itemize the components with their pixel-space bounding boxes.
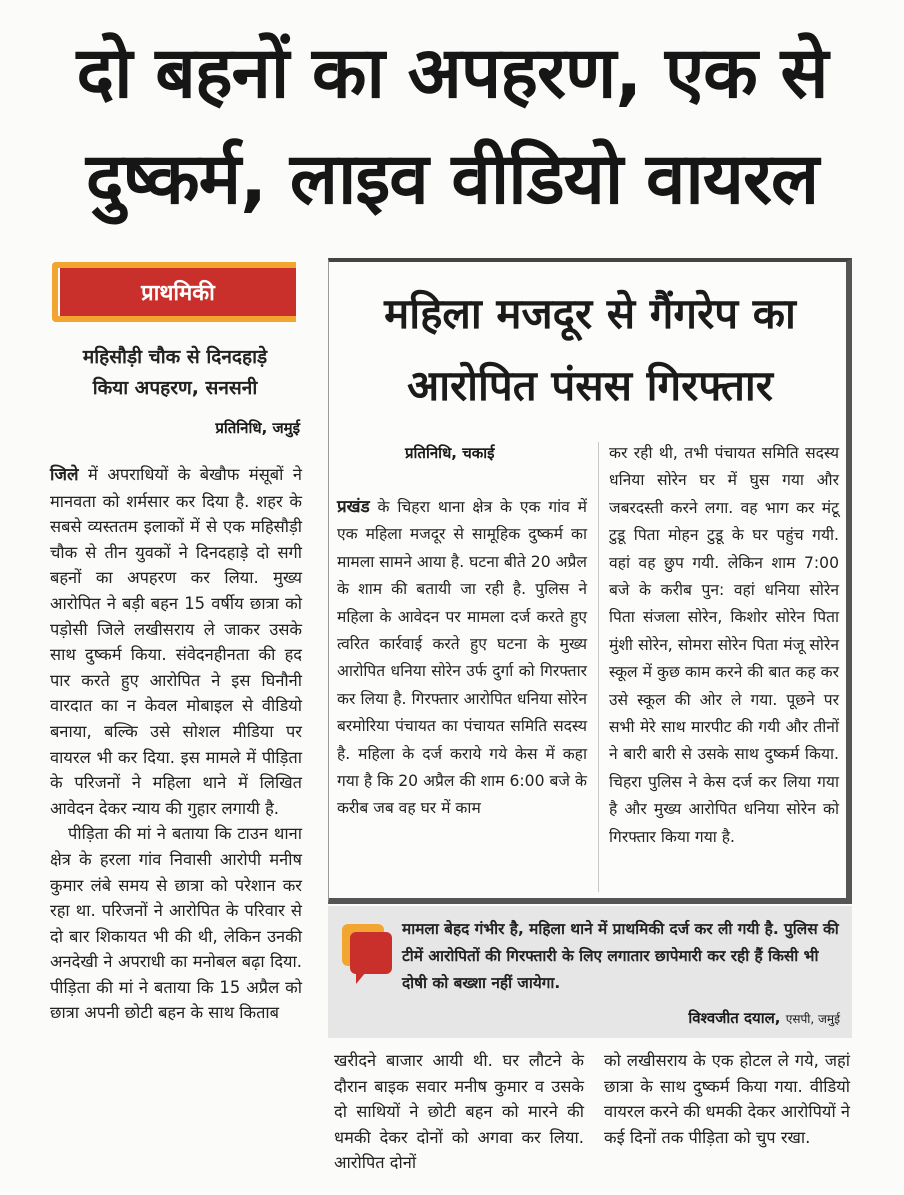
left-story-continuation-1: खरीदने बाजार आयी थी. घर लौटने के दौरान बाइक सवार मनीष कुमार व उसके दो साथियों ने छोटी बहन को मारने की धमकी देकर दोनों को अगवा कर लिया. आरोपित दोनों: [334, 1051, 584, 1173]
left-subheadline-line-2: किया अपहरण, सनसनी: [92, 377, 258, 399]
boxed-story-byline: प्रतिनिधि, चकाई: [405, 444, 495, 462]
boxed-col-1-paragraph: [337, 494, 587, 823]
left-lead-word: जिले: [50, 465, 79, 485]
headline-line-2: दुष्कर्म, लाइव वीडियो वायरल: [85, 137, 819, 220]
boxed-headline-line-1: महिला मजदूर से गैंगरेप का: [384, 289, 796, 338]
boxed-lead-word: प्रखंड: [337, 497, 370, 517]
category-tag: [52, 262, 296, 322]
quote-text: मामला बेहद गंभीर है, महिला थाने में प्राथमिकी दर्ज कर ली गयी है. पुलिस की टीमें आरोपितों की गिरफ्तारी के लिए लगातार छापेमारी कर रही हैं किसी भी दोषी को बख्शा नहीं जायेगा.: [402, 920, 839, 992]
boxed-story-headline: [336, 278, 844, 422]
column-divider: [598, 442, 599, 892]
headline-line-1: दो बहनों का अपहरण, एक से: [76, 31, 828, 114]
left-story-body: [50, 462, 302, 1026]
speech-bubble-icon: [350, 932, 392, 974]
category-tag-label: प्राथमिकी: [60, 268, 296, 316]
left-subheadline: [50, 342, 300, 404]
left-subheadline-line-1: महिसौड़ी चौक से दिनदहाड़े: [82, 346, 268, 368]
quote-author-name: विश्वजीत दयाल,: [688, 1009, 781, 1027]
quote-author: [688, 1008, 840, 1028]
left-para-1-text: में अपराधियों के बेखौफ मंसूबों ने मानवता को शर्मसार कर दिया है. शहर के सबसे व्यस्ततम इलाकों में से एक महिसौड़ी चौक से तीन युवकों ने दिनदहाड़े दो सगी बहनों का अपहरण कर लिया. मुख्य आरोपित ने बड़ी बहन 15 वर्षीय छात्रा को पड़ोसी जिले लखीसराय ले जाकर उसके साथ दुष्कर्म किया. संवेदनहीनता की हद पार करते हुए आरोपित ने इस घिनौनी वारदात का न केवल मोबाइल से वीडियो बनाया, बल्कि उसे सोशल मीडिया पर वायरल भी कर दिया. इस मामले में पीड़िता के परिजनों ने महिला थाने में लिखित आवेदन देकर न्याय की गुहार लगायी है.: [50, 465, 302, 818]
left-story-paragraph: पीड़िता की मां ने बताया कि टाउन थाना क्षेत्र के हरला गांव निवासी आरोपी मनीष कुमार लंबे समय से छात्रा को परेशान कर रहा था. परिजनों ने आरोपित के परिवार से दो बार शिकायत भी की थी, लेकिन उनकी अनदेखी ने अपराधी का मनोबल बढ़ा दिया. पीड़िता की मां ने बताया कि 15 अप्रैल को छात्रा अपनी छोटी बहन के साथ किताब: [50, 824, 302, 1023]
left-story-paragraph: [50, 462, 302, 821]
boxed-story-column-2: कर रही थी, तभी पंचायत समिति सदस्य धनिया सोरेन घर में घुस गया और जबरदस्ती करने लगा. वह भाग कर मंटू टुडू पिता मोहन टुडू के घर पहुंच गयी. वहां वह छुप गयी. लेकिन शाम 7:00 बजे के करीब पुन: वहां धनिया सोरेन पिता संजला सोरेन, किशोर सोरेन पिता मुंशी सोरेन, सोमरा सोरेन पिता मंजू सोरेन स्कूल में कुछ काम करने की बात कह कर उसे स्कूल की ओर ले गया. पूछने पर सभी मेरे साथ मारपीट की गयी और तीनों ने बारी बारी से उसके साथ दुष्कर्म किया. चिहरा पुलिस ने केस दर्ज कर लिया गया है और मुख्य आरोपित धनिया सोरेन को गिरफ्तार किया गया है.: [609, 444, 839, 846]
speech-bubble-tail-icon: [356, 972, 366, 984]
left-byline: प्रतिनिधि, जमुई: [215, 419, 300, 437]
main-headline: [18, 20, 886, 232]
left-story-continuation-2: को लखीसराय के एक होटल ले गये, जहां छात्रा के साथ दुष्कर्म किया गया. वीडियो वायरल करने की धमकी देकर आरोपियों ने कई दिनों तक पीड़िता को चुप रखा.: [604, 1051, 850, 1147]
boxed-col-1-text: के चिहरा थाना क्षेत्र के एक गांव में एक महिला मजदूर से सामूहिक दुष्कर्म का मामला सामने आया है. घटना बीते 20 अप्रैल के शाम की बतायी जा रही है. पुलिस ने महिला के आवेदन पर मामला दर्ज करते हुए त्वरित कार्रवाई करते हुए घटना के मुख्य आरोपित धनिया सोरेन उर्फ दुर्गा को गिरफ्तार कर लिया है. गिरफ्तार आरोपित धनिया सोरेन बरमोरिया पंचायत का पंचायत समिति सदस्य है. महिला के दर्ज कराये गये केस में कहा गया है कि 20 अप्रैल की शाम 6:00 बजे के करीब जब वह घर में काम: [337, 498, 587, 818]
boxed-headline-line-2: आरोपित पंसस गिरफ्तार: [407, 361, 773, 410]
boxed-story-column-1: [337, 494, 587, 823]
quote-author-designation: एसपी, जमुई: [785, 1012, 840, 1026]
